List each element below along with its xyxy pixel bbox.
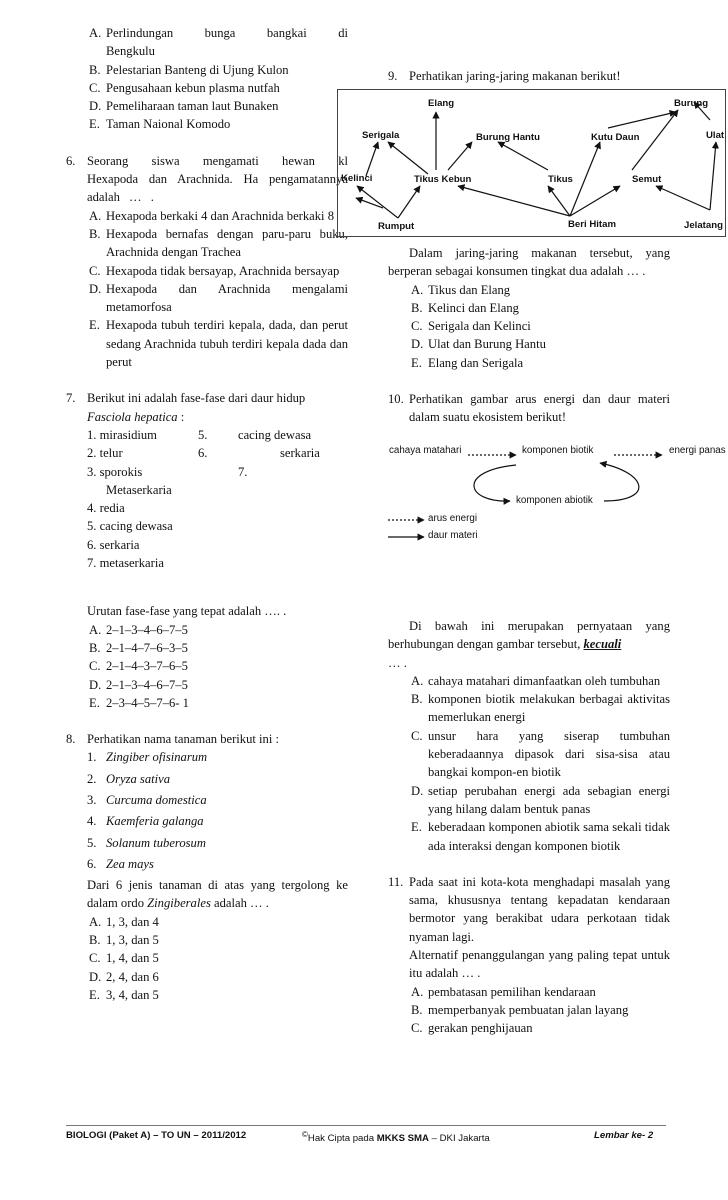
footer-divider	[66, 1125, 666, 1126]
question-8	[66, 730, 348, 1004]
q8-stem: 8. Perhatikan nama tanaman berikut ini :	[66, 732, 279, 747]
q7-grid-row: 1. mirasidium 5. cacing dewasa	[87, 427, 312, 442]
q7-list-item: 7. metaserkaria	[87, 556, 164, 571]
legend-energy: arus energi	[428, 513, 478, 524]
footer-copyright: ©Hak Cipta pada MKKS SMA – DKI Jakarta	[302, 1130, 490, 1145]
q7-option-a[interactable]: A. 2–1–3–4–6–7–5	[89, 622, 188, 637]
node-beri-hitam: Beri Hitam	[568, 219, 616, 230]
q8-plant-item: 4. Kaemferia galanga	[87, 814, 204, 829]
q7-phase-grid	[66, 426, 348, 572]
node-kutu-daun: Kutu Daun	[591, 132, 640, 143]
q5-option-c[interactable]: C. Pengusahaan kebun plasma nutfah	[89, 80, 280, 95]
q7-stem: 7. Berikut ini adalah fase-fase dari daur hidup Fasciola hepatica :	[66, 391, 306, 424]
q5-options	[66, 24, 348, 134]
q9-option-b[interactable]: B. Kelinci dan Elang	[411, 300, 519, 315]
q6-stem: 6. Seorang siswa mengamati hewan kl Hexapoda dan Arachnida. Ha pengamatannya adalah … .	[66, 153, 348, 205]
q6-option-a[interactable]: A. Hexapoda berkaki 4 dan Arachnida berkaki 8	[89, 208, 334, 223]
q8-plant-item: 2. Oryza sativa	[87, 771, 171, 786]
q8-option-d[interactable]: D. 2, 4, dan 6	[89, 969, 159, 984]
q5-option-b[interactable]: B. Pelestarian Banteng di Ujung Kulon	[89, 62, 289, 77]
q8-plant-list	[66, 748, 348, 912]
energy-flow-diagram	[386, 441, 728, 551]
q10-option-b[interactable]: B. komponen biotik melakukan berbagai aktivitas memerlukan energi	[411, 692, 670, 725]
q8-option-a[interactable]: A. 1, 3, dan 4	[89, 914, 159, 929]
q6-option-c[interactable]: C. Hexapoda tidak bersayap, Arachnida bersayap	[89, 263, 340, 278]
q10-option-c[interactable]: C. unsur hara yang siserap tumbuhan keberadaannya dipasok dari sisa-sisa atau bangkai kompon-en biotik	[411, 728, 670, 780]
node-burung-hantu: Burung Hantu	[476, 132, 540, 143]
q8-option-e[interactable]: E. 3, 4, dan 5	[89, 987, 159, 1002]
flow-abiotic: komponen abiotik	[516, 495, 593, 506]
q10-option-a[interactable]: A. cahaya matahari dimanfaatkan oleh tumbuhan	[411, 673, 661, 688]
q7-list-item: 4. redia	[87, 501, 125, 516]
q11-option-b[interactable]: B. memperbanyak pembuatan jalan layang	[411, 1002, 629, 1017]
node-serigala: Serigala	[362, 130, 400, 141]
q8-option-c[interactable]: C. 1, 4, dan 5	[89, 951, 159, 966]
q8-plant-item: 1. Zingiber ofisinarum	[87, 750, 208, 765]
node-tikus: Tikus	[548, 174, 573, 185]
right-column-lower	[388, 617, 670, 1038]
node-semut: Semut	[632, 174, 662, 185]
q7-question: Urutan fase-fase yang tepat adalah …. .	[87, 604, 287, 619]
q11-stem: 11. Pada saat ini kota-kota menghadapi masalah yang sama, khususnya tentang kepadatan kendaraan bermotor yang berakibat udara perkotaan tidak nyaman lagi.	[388, 874, 670, 944]
q11-option-c[interactable]: C. gerakan penghijauan	[411, 1021, 533, 1036]
question-6	[66, 152, 348, 372]
left-column	[66, 24, 348, 1004]
flow-sun: cahaya matahari	[389, 445, 462, 456]
q8-option-b[interactable]: B. 1, 3, dan 5	[89, 933, 159, 948]
q7-option-c[interactable]: C. 2–1–4–3–7–6–5	[89, 659, 188, 674]
q9-stem: 9. Perhatikan jaring-jaring makanan berikut!	[388, 69, 621, 83]
question-10	[388, 617, 670, 855]
q5-option-a[interactable]: A. Perlindungan bunga bangkai di Bengkulu	[89, 26, 348, 59]
q7-metaserkaria: Metaserkaria	[106, 482, 172, 497]
question-9	[388, 244, 670, 372]
q7-grid-row: 2. telur 6. serkaria	[87, 446, 320, 461]
q11-question: Alternatif penanggulangan yang paling tepat untuk itu adalah … .	[409, 948, 670, 981]
q8-plant-item: 6. Zea mays	[87, 856, 154, 871]
q7-grid-row: 3. sporokis 7.	[87, 464, 248, 479]
node-rumput: Rumput	[378, 221, 415, 232]
q10-question: Di bawah ini merupakan pernyataan yang berhubungan dengan gambar tersebut, kecuali … .	[388, 619, 670, 670]
q6-option-d[interactable]: D. Hexapoda dan Arachnida mengalami metamorfosa	[89, 281, 348, 315]
footer-left: BIOLOGI (Paket A) – TO UN – 2011/2012	[66, 1130, 247, 1141]
footer-page: Lembar ke- 2	[594, 1130, 654, 1141]
q11-option-a[interactable]: A. pembatasan pemilihan kendaraan	[411, 984, 596, 999]
node-ulat: Ulat	[706, 130, 725, 141]
food-web-arrows	[338, 90, 727, 238]
node-burung: Burung	[674, 98, 709, 109]
node-elang: Elang	[428, 98, 455, 109]
food-web-diagram	[337, 89, 726, 237]
node-tikus-kebun: Tikus Kebun	[414, 174, 472, 185]
q8-plant-item: 5. Solanum tuberosum	[87, 835, 206, 850]
q9-option-e[interactable]: E. Elang dan Serigala	[411, 355, 524, 370]
q6-option-b[interactable]: B. Hexapoda bernafas dengan paru-paru buku, Arachnida dengan Trachea	[89, 226, 348, 260]
flow-biotic: komponen biotik	[522, 445, 594, 456]
question-7	[66, 389, 348, 712]
q7-option-d[interactable]: D. 2–1–3–4–6–7–5	[89, 677, 188, 692]
q7-list-item: 6. serkaria	[87, 537, 140, 552]
q9-option-c[interactable]: C. Serigala dan Kelinci	[411, 319, 531, 334]
flow-heat: energi panas	[669, 445, 726, 456]
node-kelinci: Kelinci	[341, 173, 373, 184]
q6-option-e[interactable]: E. Hexapoda tubuh terdiri kepala, dada, dan perut sedang Arachnida tubuh terdiri kepala dada dan perut	[89, 318, 348, 370]
q10-stem: 10. Perhatikan gambar arus energi dan daur materi dalam suatu ekosistem berikut!	[388, 392, 670, 425]
q5-option-e[interactable]: E. Taman Naional Komodo	[89, 117, 231, 132]
question-11	[388, 873, 670, 1038]
q7-list-item: 5. cacing dewasa	[87, 519, 173, 534]
legend-matter: daur materi	[428, 530, 478, 541]
q10-option-d[interactable]: D. setiap perubahan energi ada sebagian energi yang hilang dalam bentuk panas	[411, 783, 670, 816]
q8-question: Dari 6 jenis tanaman di atas yang tergolong ke dalam ordo Zingiberales adalah … .	[87, 878, 348, 911]
q9-option-d[interactable]: D. Ulat dan Burung Hantu	[411, 337, 546, 352]
q9-question: Dalam jaring-jaring makanan tersebut, yang berperan sebagai konsumen tingkat dua adalah … .	[388, 246, 670, 279]
q9-option-a[interactable]: A. Tikus dan Elang	[411, 282, 511, 297]
node-jelatang: Jelatang	[684, 220, 723, 231]
q10-option-e[interactable]: E. keberadaan komponen abiotik sama sekali tidak ada interaksi dengan komponen biotik	[411, 820, 670, 853]
right-column	[388, 244, 670, 427]
q5-option-d[interactable]: D. Pemeliharaan taman laut Bunaken	[89, 99, 279, 114]
q7-option-b[interactable]: B. 2–1–4–7–6–3–5	[89, 640, 188, 655]
q7-option-e[interactable]: E. 2–3–4–5–7–6- 1	[89, 695, 189, 710]
q8-plant-item: 3. Curcuma domestica	[87, 792, 207, 807]
